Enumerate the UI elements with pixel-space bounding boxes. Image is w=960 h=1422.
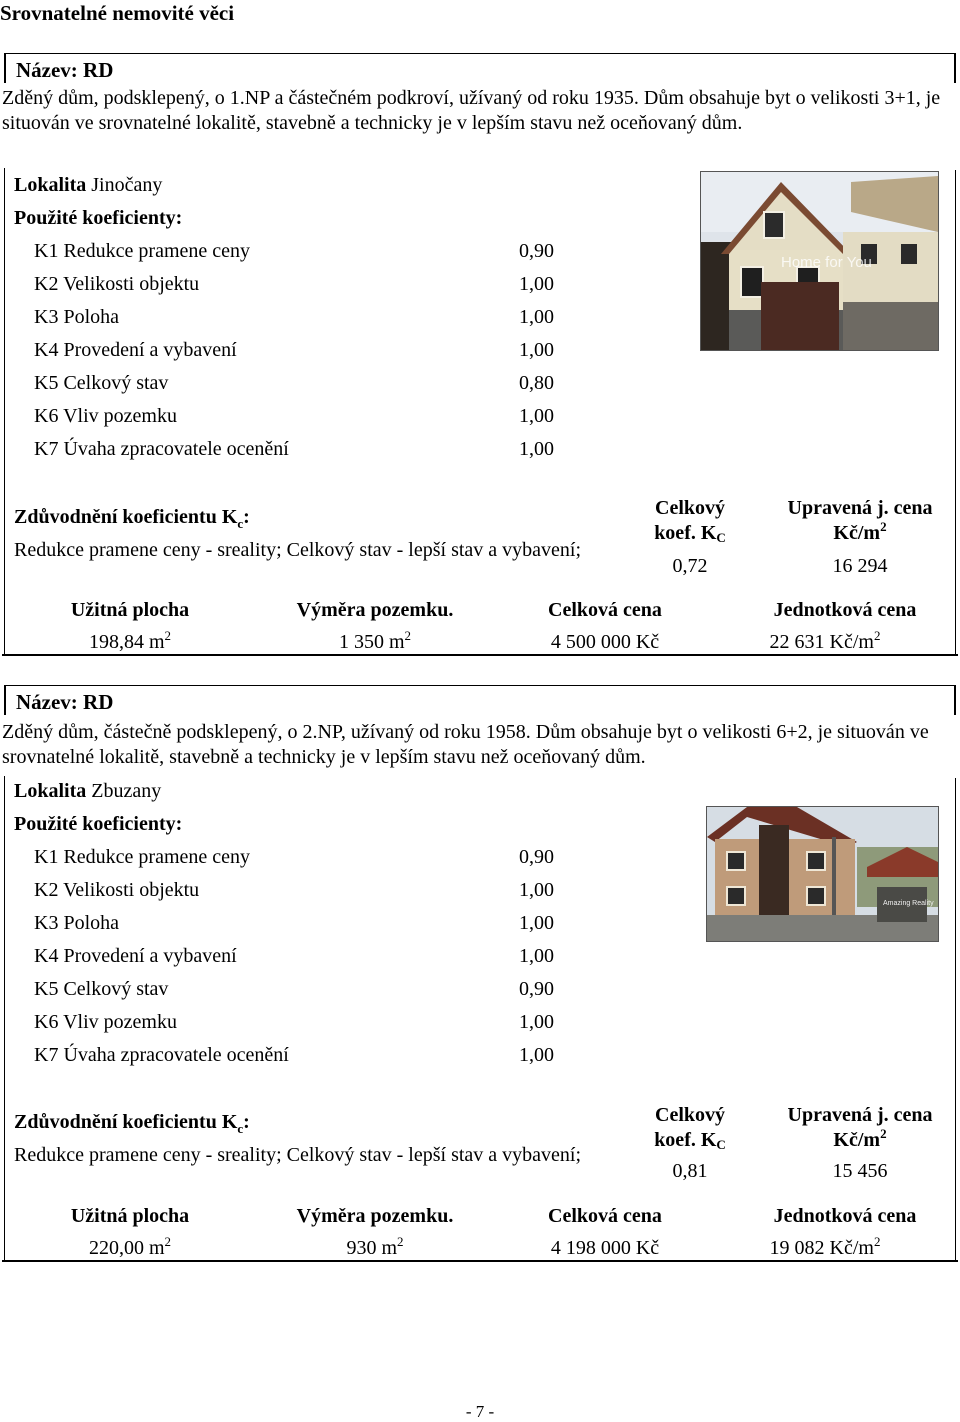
- squared: 2: [873, 628, 881, 643]
- property-description: Zděný dům, podsklepený, o 1.NP a částečném podkroví, užívaný od roku 1935. Dům obsahuje byt o velikosti 3+1, je situován ve srovnatelné lokalitě, stavebně a technicky je v lepším stavu než oceňovaný dům.: [2, 87, 941, 134]
- coefficient-value: 1,00: [519, 1011, 554, 1033]
- celkovy-koef-label: [615, 1104, 765, 1152]
- property-name: Název: RD: [16, 690, 114, 714]
- property-description: Zděný dům, částečně podsklepený, o 2.NP, užívaný od roku 1958. Dům obsahuje byt o velikosti 6+2, je situován ve srovnatelné lokalitě, stavebně a technicky je v lepším stavu než oceňovaný dům.: [2, 721, 929, 768]
- coefficient-row: [34, 339, 554, 363]
- coefficient-value: 1,00: [519, 879, 554, 901]
- celkovy-koef-label-2-text: koef. K: [654, 1129, 717, 1151]
- coefficient-row: [34, 978, 554, 1002]
- coefficient-label: K5 Celkový stav: [34, 372, 169, 394]
- upravena-cena-label-2-text: Kč/m: [833, 1129, 881, 1151]
- zduvodneni-colon: :: [243, 506, 250, 528]
- coefficient-label: K7 Úvaha zpracovatele ocenění: [34, 1044, 289, 1066]
- uzitna-plocha-value: [30, 1234, 230, 1260]
- coefficient-value: 1,00: [519, 306, 554, 328]
- coefficient-row: [34, 306, 554, 330]
- zduvodneni-label-text: Zdůvodnění koeficientu K: [14, 506, 238, 528]
- celkovy-koef-label-1: Celkový: [655, 497, 725, 519]
- house-photo-illustration: [707, 807, 938, 941]
- celkova-cena-value: 4 198 000 Kč: [550, 1237, 660, 1259]
- squared: 2: [880, 1126, 887, 1141]
- frame-right-line: [955, 778, 956, 1261]
- celkova-cena-label: Celková cena: [548, 599, 662, 621]
- upravena-cena-value: 16 294: [832, 555, 888, 577]
- upravena-cena-label: [770, 497, 950, 545]
- coefficient-label: K1 Redukce pramene ceny: [34, 846, 251, 868]
- squared: 2: [880, 519, 887, 534]
- koeficienty-heading: Použité koeficienty:: [14, 813, 183, 835]
- celkovy-koef-label-2: [615, 1129, 765, 1152]
- celkovy-koef-label-2-text: koef. K: [654, 522, 717, 544]
- celkovy-koef-label: [615, 497, 765, 545]
- coefficient-row: [34, 405, 554, 429]
- coefficient-row: [34, 438, 554, 462]
- jednotkova-cena-value: [715, 1234, 935, 1260]
- coefficient-value: 0,90: [519, 978, 554, 1000]
- coefficient-value: 0,90: [519, 240, 554, 262]
- jednotkova-cena-value: [715, 628, 935, 654]
- zduvodneni-sub: c: [237, 1121, 244, 1136]
- upravena-cena-value: 15 456: [832, 1160, 888, 1182]
- upravena-cena-label-2: [770, 519, 950, 545]
- coefficient-value: 1,00: [519, 945, 554, 967]
- vymera-pozemku-value-text: 1 350 m: [338, 631, 405, 653]
- coefficient-label: K5 Celkový stav: [34, 978, 169, 1000]
- coefficient-value: 0,80: [519, 372, 554, 394]
- coefficient-value: 0,90: [519, 846, 554, 868]
- coefficient-label: K1 Redukce pramene ceny: [34, 240, 251, 262]
- celkova-cena-label: Celková cena: [548, 1205, 662, 1227]
- squared: 2: [397, 1234, 404, 1249]
- coefficient-row: [34, 240, 554, 264]
- frame-right-line: [955, 170, 956, 654]
- squared: 2: [873, 1234, 881, 1249]
- coefficient-row: [34, 879, 554, 903]
- uzitna-plocha-label: Užitná plocha: [70, 599, 190, 621]
- uzitna-plocha-value-text: 220,00 m: [88, 1237, 165, 1259]
- section-divider: [2, 654, 958, 656]
- house-photo-illustration: [701, 172, 938, 350]
- property-name-box: [4, 53, 956, 83]
- zduvodneni-sub: c: [237, 516, 244, 531]
- vymera-pozemku-label: Výměra pozemku.: [296, 1205, 454, 1227]
- upravena-cena-label-2: [770, 1126, 950, 1152]
- page-number: - 7 -: [465, 1402, 495, 1421]
- coefficient-row: [34, 372, 554, 396]
- coefficient-label: K2 Velikosti objektu: [34, 879, 200, 901]
- celkova-cena-value: 4 500 000 Kč: [550, 631, 660, 653]
- celkovy-koef-sub: C: [716, 530, 726, 545]
- coefficient-value: 1,00: [519, 273, 554, 295]
- uzitna-plocha-value: [30, 628, 230, 654]
- vymera-pozemku-value: [265, 1234, 485, 1260]
- property-photo: [700, 171, 939, 351]
- coefficient-row: [34, 912, 554, 936]
- zduvodneni-text: Redukce pramene ceny - sreality; Celkový stav - lepší stav a vybavení;: [14, 1144, 582, 1166]
- coefficient-label: K6 Vliv pozemku: [34, 1011, 177, 1033]
- coefficient-label: K4 Provedení a vybavení: [34, 945, 237, 967]
- upravena-cena-label: [770, 1104, 950, 1152]
- upravena-cena-label-1: Upravená j. cena: [787, 497, 933, 519]
- lokalita-value: Zbuzany: [91, 780, 162, 802]
- vymera-pozemku-label: Výměra pozemku.: [296, 599, 454, 621]
- coefficient-row: [34, 273, 554, 297]
- coefficient-label: K3 Poloha: [34, 912, 119, 934]
- squared: 2: [164, 628, 172, 643]
- coefficient-value: 1,00: [519, 1044, 554, 1066]
- photo-watermark: Amazing Reality: [883, 900, 934, 907]
- celkovy-koef-value: 0,72: [672, 555, 708, 577]
- vymera-pozemku-value-text: 930 m: [346, 1237, 398, 1259]
- zduvodneni-label: [14, 506, 250, 532]
- koeficienty-heading: Použité koeficienty:: [14, 207, 183, 229]
- uzitna-plocha-value-text: 198,84 m: [88, 631, 165, 653]
- squared: 2: [404, 628, 412, 643]
- celkovy-koef-value: 0,81: [672, 1160, 708, 1182]
- upravena-cena-label-2-text: Kč/m: [833, 522, 881, 544]
- squared: 2: [164, 1234, 172, 1249]
- lokalita-value: Jinočany: [91, 174, 163, 196]
- coefficient-value: 1,00: [519, 912, 554, 934]
- coefficient-value: 1,00: [519, 438, 554, 460]
- coefficient-row: [34, 1044, 554, 1068]
- jednotkova-cena-label: Jednotková cena: [773, 599, 917, 621]
- property-name-box: [4, 685, 956, 715]
- zduvodneni-text: Redukce pramene ceny - sreality; Celkový stav - lepší stav a vybavení;: [14, 539, 582, 561]
- coefficient-row: [34, 945, 554, 969]
- jednotkova-cena-label: Jednotková cena: [773, 1205, 917, 1227]
- jednotkova-cena-value-text: 19 082 Kč/m: [769, 1237, 874, 1259]
- zduvodneni-label-text: Zdůvodnění koeficientu K: [14, 1111, 238, 1133]
- celkovy-koef-label-1: Celkový: [655, 1104, 725, 1126]
- jednotkova-cena-value-text: 22 631 Kč/m: [769, 631, 874, 653]
- frame-left-line: [4, 776, 5, 1261]
- zduvodneni-colon: :: [243, 1111, 250, 1133]
- vymera-pozemku-value: [265, 628, 485, 654]
- coefficient-label: K2 Velikosti objektu: [34, 273, 200, 295]
- uzitna-plocha-label: Užitná plocha: [70, 1205, 190, 1227]
- upravena-cena-label-1: Upravená j. cena: [787, 1104, 933, 1126]
- lokalita-label: Lokalita: [14, 780, 87, 802]
- lokalita-label: Lokalita: [14, 174, 87, 196]
- celkovy-koef-label-2: [615, 522, 765, 545]
- lokalita-line: [14, 780, 161, 803]
- coefficient-label: K4 Provedení a vybavení: [34, 339, 237, 361]
- property-name: Název: RD: [16, 58, 114, 82]
- celkovy-koef-sub: C: [716, 1137, 726, 1152]
- frame-left-line: [4, 168, 5, 654]
- coefficient-value: 1,00: [519, 339, 554, 361]
- property-photo: [706, 806, 939, 942]
- coefficient-label: K7 Úvaha zpracovatele ocenění: [34, 438, 289, 460]
- coefficient-label: K3 Poloha: [34, 306, 119, 328]
- coefficient-label: K6 Vliv pozemku: [34, 405, 177, 427]
- page-heading: Srovnatelné nemovité věci: [0, 1, 235, 25]
- coefficient-row: [34, 1011, 554, 1035]
- zduvodneni-label: [14, 1111, 250, 1137]
- lokalita-line: [14, 174, 162, 197]
- section-divider: [2, 1260, 958, 1262]
- photo-watermark: Home for You: [781, 254, 872, 271]
- coefficient-value: 1,00: [519, 405, 554, 427]
- coefficient-row: [34, 846, 554, 870]
